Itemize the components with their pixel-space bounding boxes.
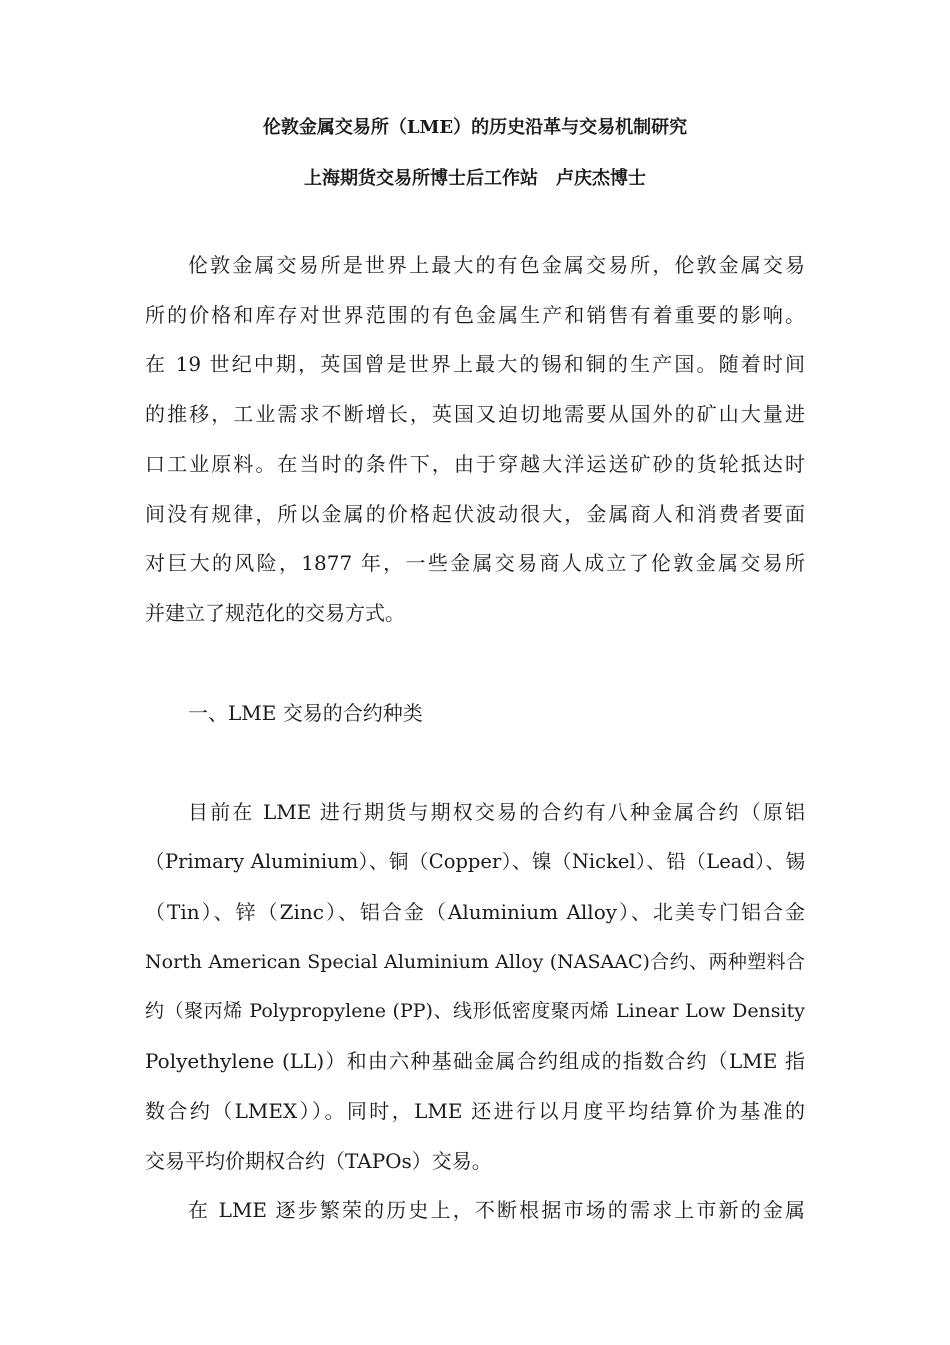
paragraph-line: （Tin）、锌（Zinc）、铝合金（Aluminium Alloy）、北美专门铝合金 [145, 900, 805, 924]
paragraph-line: 伦敦金属交易所是世界上最大的有色金属交易所，伦敦金属交易 [188, 253, 805, 277]
paragraph-line: 所的价格和库存对世界范围的有色金属生产和销售有着重要的影响。 [145, 303, 805, 327]
paragraph-line: Polyethylene (LL)）和由六种基础金属合约组成的指数合约（LME 指 [145, 1049, 805, 1073]
paragraph-line: 间没有规律，所以金属的价格起伏波动很大，金属商人和消费者要面 [145, 502, 805, 526]
paragraph-line: 并建立了规范化的交易方式。 [145, 601, 405, 625]
paragraph-line: 在 LME 逐步繁荣的历史上，不断根据市场的需求上市新的金属 [188, 1198, 805, 1222]
paragraph-line: 约（聚丙烯 Polypropylene (PP)、线形低密度聚丙烯 Linear Low Density [145, 1000, 805, 1022]
paragraph-line: （Primary Aluminium）、铜（Copper）、镍（Nickel）、铅（Lead）、锡 [145, 850, 805, 873]
paragraph-line: 口工业原料。在当时的条件下，由于穿越大洋运送矿砂的货轮抵达时 [145, 452, 805, 476]
paragraph-line: 交易平均价期权合约（TAPOs）交易。 [145, 1149, 492, 1173]
document-title: 伦敦金属交易所（LME）的历史沿革与交易机制研究 [262, 117, 688, 138]
paragraph-line: 对巨大的风险，1877 年，一些金属交易商人成立了伦敦金属交易所 [145, 551, 805, 575]
document-subtitle: 上海期货交易所博士后工作站 卢庆杰博士 [304, 168, 646, 189]
paragraph-line: 数合约（LMEX））。同时，LME 还进行以月度平均结算价为基准的 [145, 1099, 805, 1123]
section-heading: 一、LME 交易的合约种类 [188, 701, 423, 725]
paragraph-line: 的推移，工业需求不断增长，英国又迫切地需要从国外的矿山大量进 [145, 402, 805, 426]
paragraph-line: 目前在 LME 进行期货与期权交易的合约有八种金属合约（原铝 [188, 800, 805, 824]
paragraph-line: North American Special Aluminium Alloy (NASAAC)合约、两种塑料合 [145, 951, 805, 973]
paragraph-line: 在 19 世纪中期，英国曾是世界上最大的锡和铜的生产国。随着时间 [145, 352, 805, 376]
